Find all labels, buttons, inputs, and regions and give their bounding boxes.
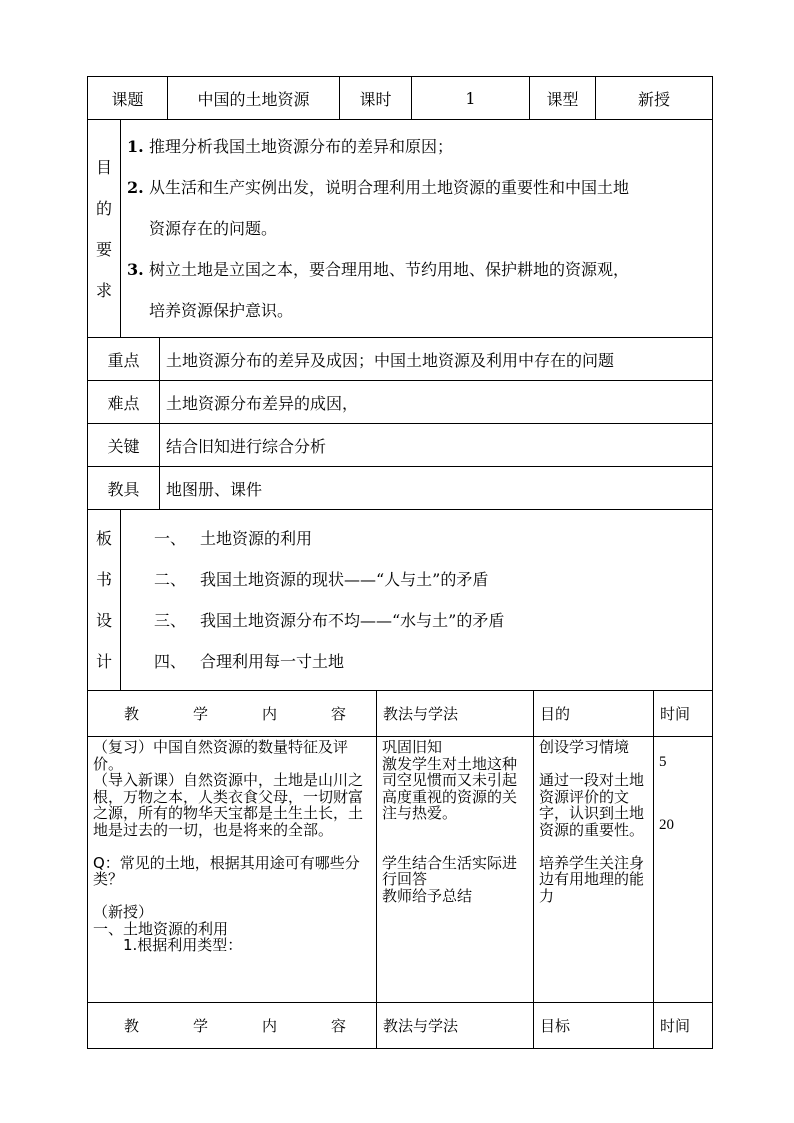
- difficulty-label: 难点: [88, 381, 160, 424]
- tools-label: 教具: [88, 467, 160, 510]
- teaching-content: （复习）中国自然资源的数量特征及评价。 （导入新课）自然资源中，土地是山川之根，万物之本，人类衣食父母，一切财富之源，所有的物华天宝都是土生土长，土地是过去的一切，也是将来的全部。 Q：常见的土地，根据其用途可有哪些分类？ （新授） 一、土地资源的利用 1.根据利用类型：: [88, 737, 377, 1003]
- teaching-purposes: 创设学习情境 通过一段对土地资源评价的文字，认识到土地资源的重要性。 培养学生关注身边有用地理的能力: [534, 737, 654, 1003]
- board-item-1: 一、 土地资源的利用: [154, 529, 313, 548]
- goal-item-3: 3. 树立土地是立国之本，要合理用地、节约用地、保护耕地的资源观，: [127, 260, 630, 279]
- crux-label: 关键: [88, 424, 160, 467]
- type-value: 新授: [596, 77, 713, 120]
- key-point-label: 重点: [88, 338, 160, 381]
- content-footer: 教 学 内 容: [88, 1003, 377, 1049]
- lesson-plan-summary-table: [87, 76, 713, 120]
- goals-list: [121, 120, 713, 338]
- lesson-plan-page: [87, 76, 712, 1049]
- topic-value: 中国的土地资源: [168, 77, 340, 120]
- topic-label: 课题: [88, 77, 168, 120]
- type-label: 课型: [530, 77, 596, 120]
- key-info-table: [87, 337, 713, 510]
- key-point-value: 土地资源分布的差异及成因；中国土地资源及利用中存在的问题: [160, 338, 713, 381]
- goal-item-2: 2. 从生活和生产实例出发，说明合理利用土地资源的重要性和中国土地: [127, 178, 630, 197]
- time-header: 时间: [654, 691, 713, 737]
- time-footer: 时间: [654, 1003, 713, 1049]
- board-design-table: [87, 509, 713, 691]
- goal-item-2-cont: 资源存在的问题。: [149, 219, 278, 238]
- difficulty-value: 土地资源分布差异的成因，: [160, 381, 713, 424]
- goal-item-1: 1. 推理分析我国土地资源分布的差异和原因；: [127, 137, 454, 156]
- content-header: 教 学 内 容: [88, 691, 377, 737]
- board-item-2: 二、 我国土地资源的现状——“人与土”的矛盾: [154, 570, 489, 589]
- tools-value: 地图册、课件: [160, 467, 713, 510]
- board-outline: [121, 510, 713, 691]
- lesson-process-table: [87, 690, 713, 1049]
- crux-value: 结合旧知进行综合分析: [160, 424, 713, 467]
- goals-table: [87, 119, 713, 338]
- board-item-3: 三、 我国土地资源分布不均——“水与土”的矛盾: [154, 611, 505, 630]
- goal-item-3-cont: 培养资源保护意识。: [149, 301, 294, 320]
- period-label: 课时: [340, 77, 412, 120]
- goal-footer: 目标: [534, 1003, 654, 1049]
- period-value: 1: [412, 77, 530, 120]
- purpose-header: 目的: [534, 691, 654, 737]
- method-header: 教法与学法: [377, 691, 534, 737]
- time-allocation: 5 20: [654, 737, 713, 1003]
- board-item-4: 四、 合理利用每一寸土地: [154, 652, 345, 671]
- goals-label: 目 的 要 求: [88, 120, 121, 338]
- method-footer: 教法与学法: [377, 1003, 534, 1049]
- board-label: 板 书 设 计: [88, 510, 121, 691]
- teaching-methods: 巩固旧知 激发学生对土地这种司空见惯而又未引起高度重视的资源的关注与热爱。 学生结合生活实际进行回答 教师给予总结: [377, 737, 534, 1003]
